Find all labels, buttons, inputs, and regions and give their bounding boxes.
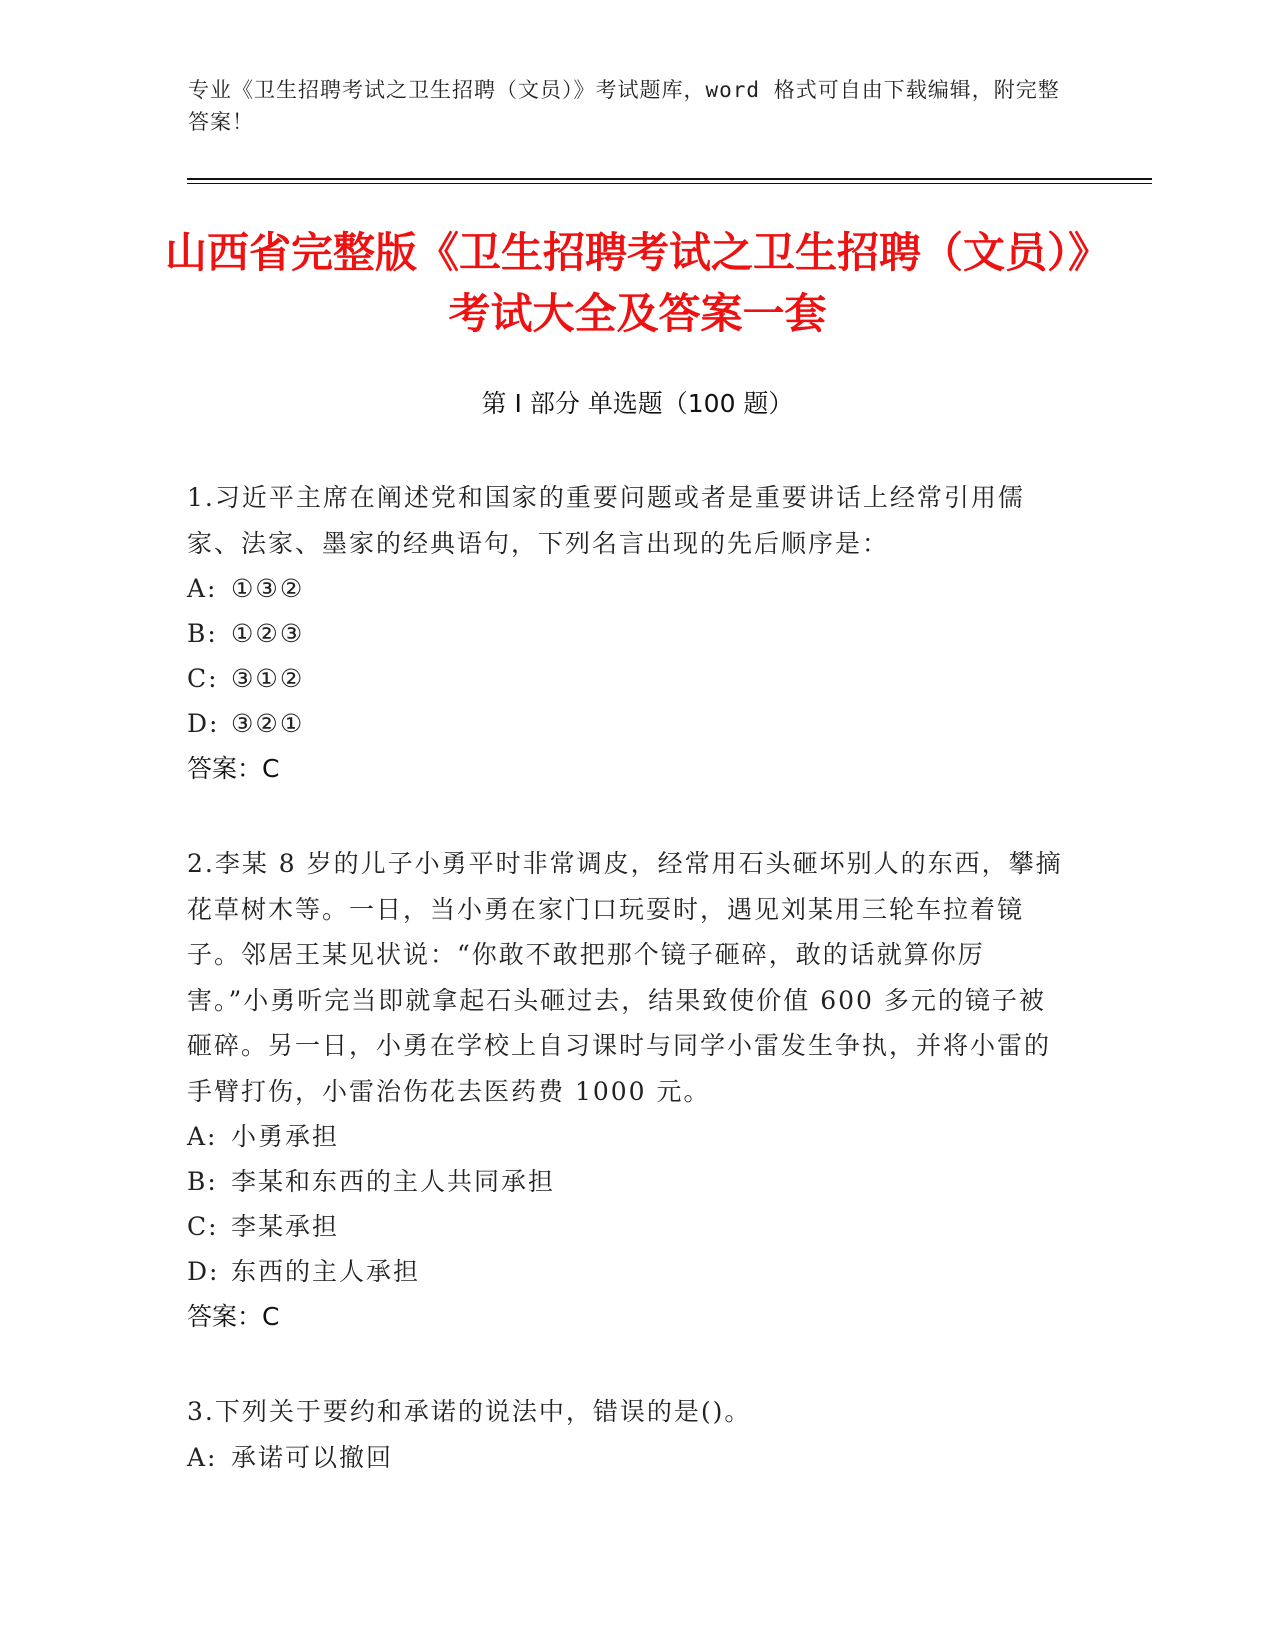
option-letter: A: [187,574,218,603]
question-2 [187,841,1067,1339]
option-text: ③②① [231,709,305,738]
option-a [187,1114,1067,1159]
question-3 [187,1389,1067,1480]
question-stem: 3.下列关于要约和承诺的说法中，错误的是()。 [187,1397,752,1426]
option-c [187,1204,1067,1249]
option-b [187,611,1067,656]
option-text: ①③② [231,574,305,603]
option-letter: A: [187,1122,218,1151]
option-b [187,1159,1067,1204]
header-rule-thin [187,183,1152,184]
option-text: 小勇承担 [231,1122,340,1151]
option-letter: D: [187,1257,220,1286]
option-letter: A: [187,1442,218,1472]
question-stem: 1.习近平主席在阐述党和国家的重要问题或者是重要讲话上经常引用儒家、法家、墨家的经典语句，下列名言出现的先后顺序是： [187,483,1025,558]
header-note: 专业《卫生招聘考试之卫生招聘（文员）》考试题库，word 格式可自由下载编辑，附完整答案！ [188,78,1060,134]
option-letter: C: [187,1212,219,1241]
option-text: ①②③ [231,619,305,648]
header-rule-thick [187,178,1152,180]
option-text: ③①② [231,664,305,693]
option-letter: C: [187,664,219,693]
option-d [187,701,1067,746]
question-1 [187,475,1067,791]
option-text: 承诺可以撤回 [231,1442,394,1472]
option-c [187,656,1067,701]
option-letter: B: [187,619,218,648]
option-letter: B: [187,1167,218,1196]
option-text: 李某和东西的主人共同承担 [231,1167,556,1196]
answer-line: 答案：C [187,1302,280,1331]
option-a [187,1435,1067,1480]
question-stem: 2.李某 8 岁的儿子小勇平时非常调皮，经常用石头砸坏别人的东西，攀摘花草树木等。一日，当小勇在家门口玩耍时，遇见刘某用三轮车拉着镜子。邻居王某见状说：“你敢不敢把那个镜子砸碎，敢的话就算你厉害。”小勇听完当即就拿起石头砸过去，结果致使价值 600 多元的镜子被砸碎。另一日，小勇在学校上自习课时与同学小雷发生争执，并将小雷的手臂打伤，小雷治伤花去医药费 1000 元。 [187,849,1063,1106]
section-heading: 第 I 部分 单选题（100 题） [481,389,794,418]
option-a [187,566,1067,611]
option-text: 李某承担 [231,1212,340,1241]
question-list [187,475,1067,1530]
option-text: 东西的主人承担 [231,1257,421,1286]
option-letter: D: [187,709,220,738]
answer-line: 答案：C [187,754,280,783]
option-d [187,1249,1067,1294]
document-title: 山西省完整版《卫生招聘考试之卫生招聘（文员）》考试大全及答案一套 [164,228,1110,338]
